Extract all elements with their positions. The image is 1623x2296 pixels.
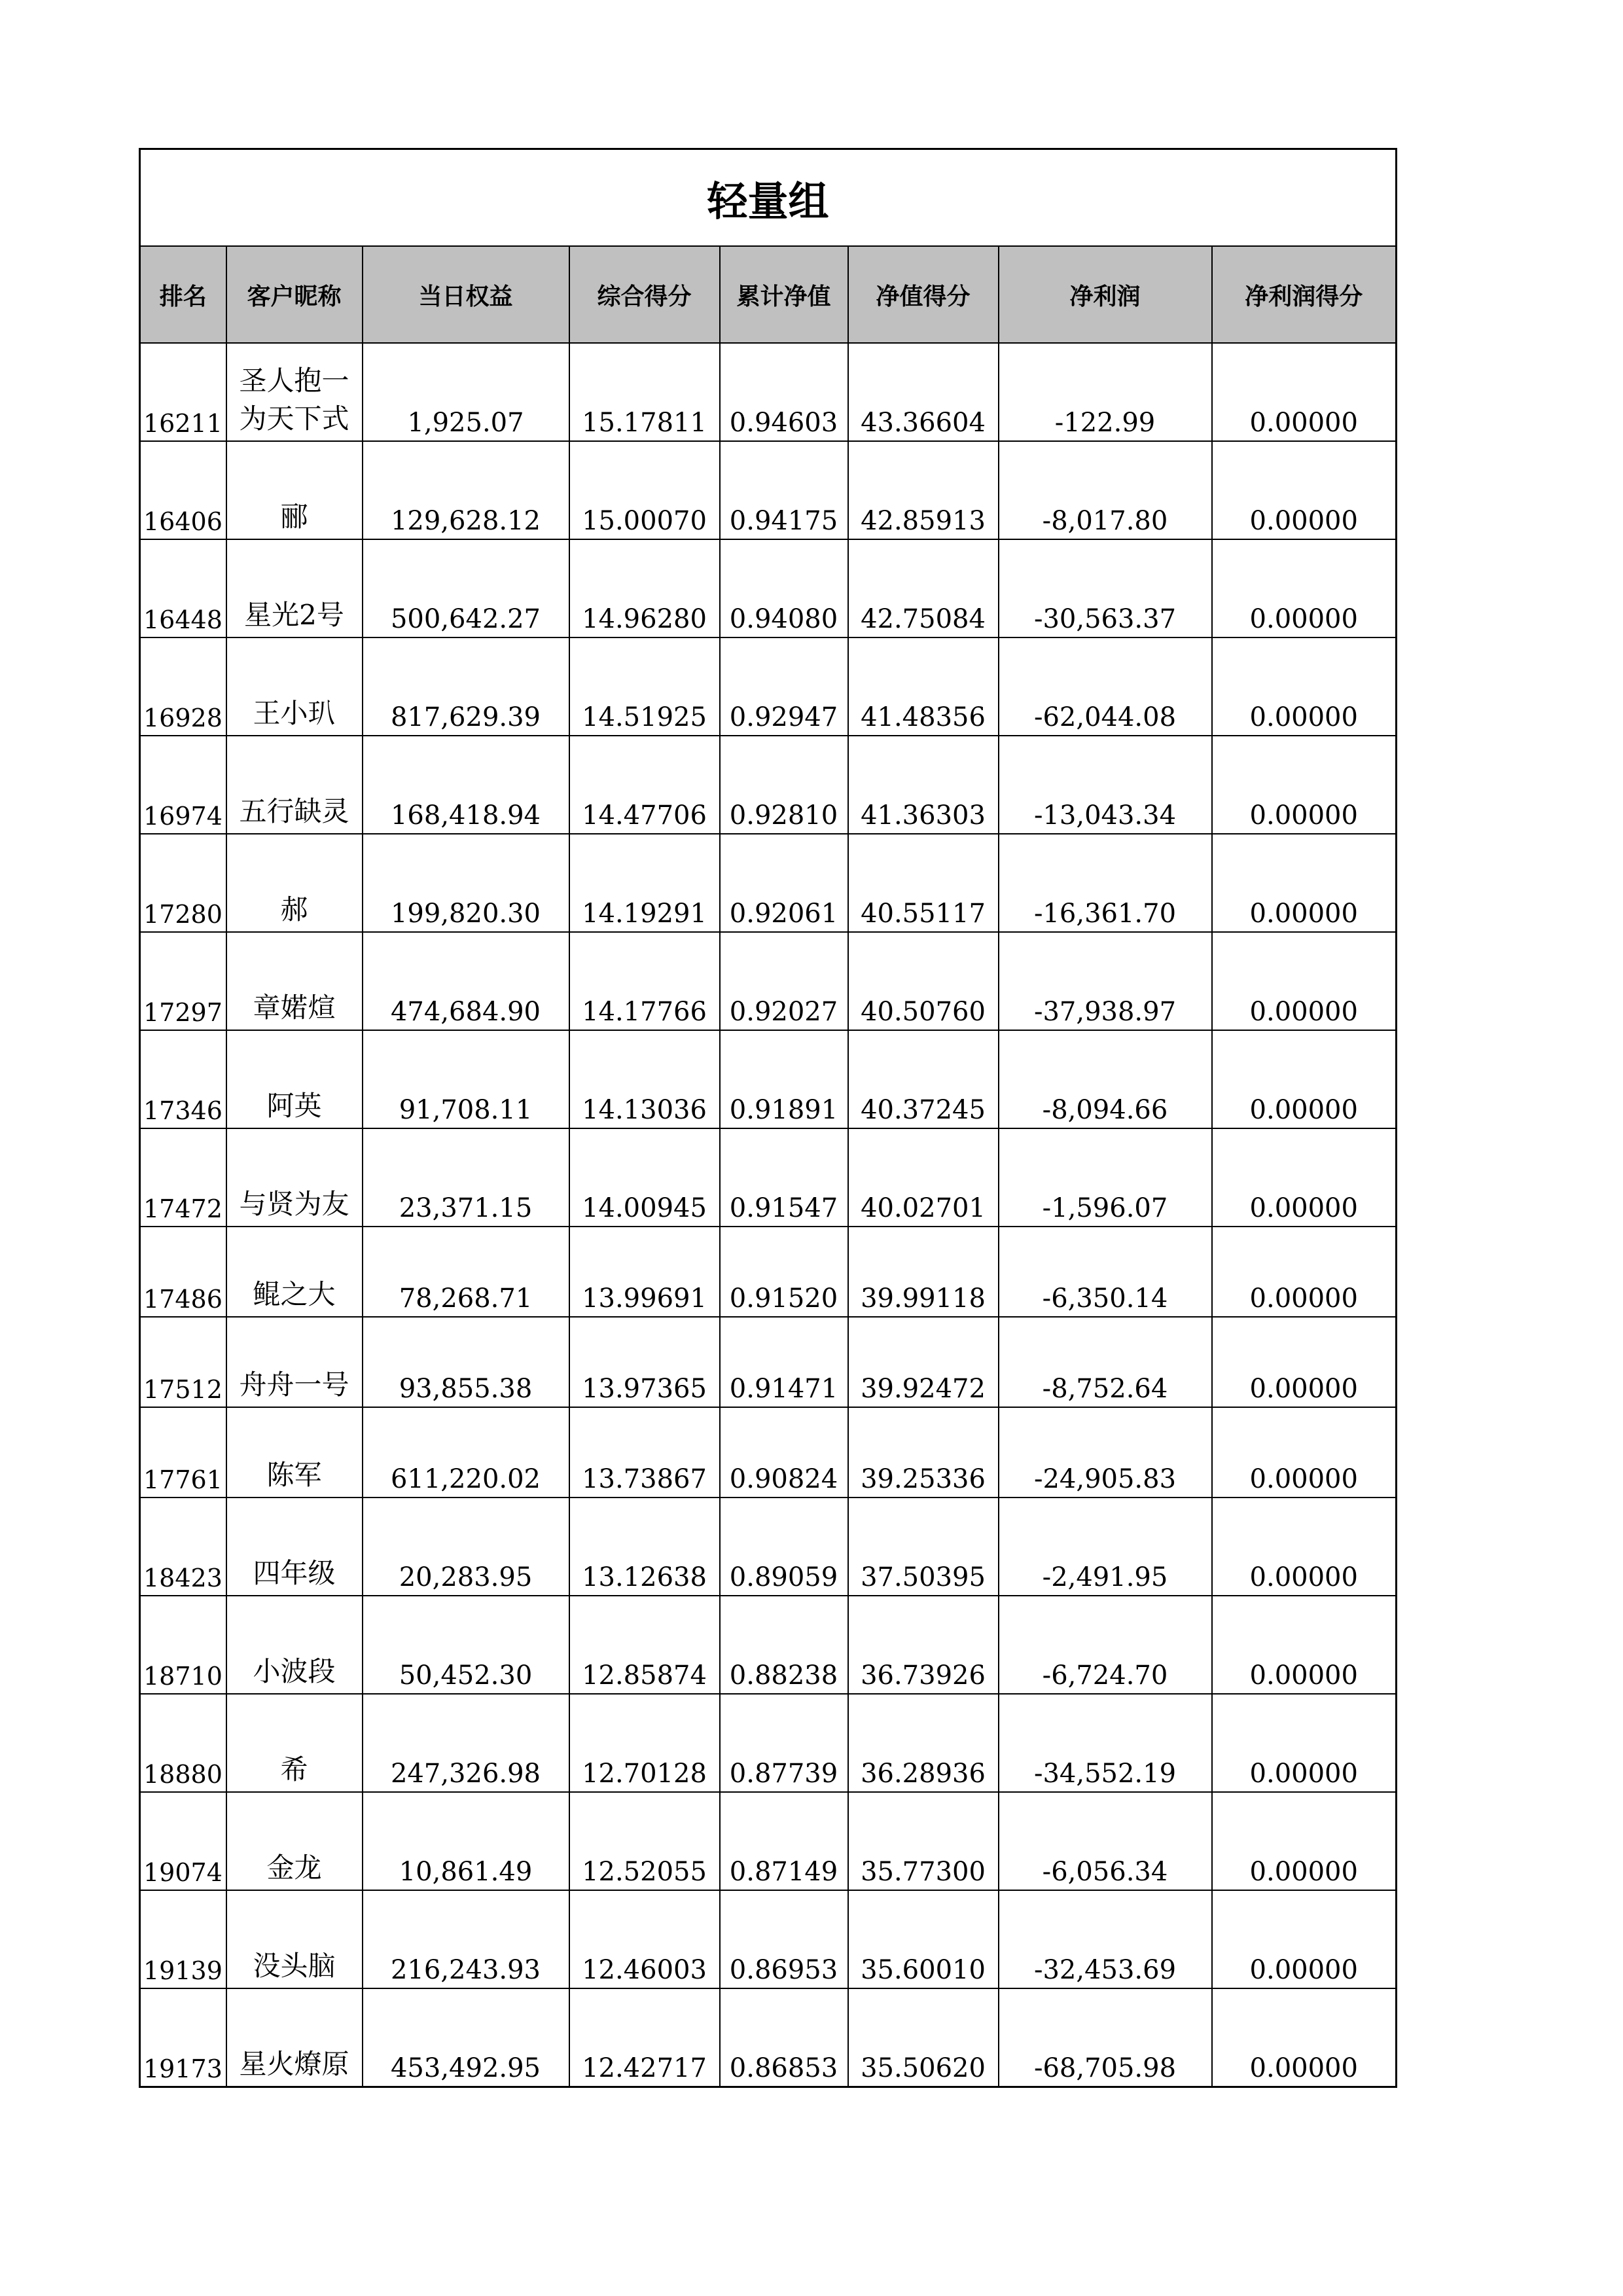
cell-profit-score: 0.00000 [1212,1694,1397,1792]
cell-rank: 19074 [140,1792,226,1890]
cell-nav: 0.94603 [720,343,848,441]
cell-nav-score: 41.48356 [848,637,999,736]
cell-nav-score: 42.85913 [848,441,999,539]
table-row [140,1317,1397,1407]
cell-nickname: 星火燎原 [226,1988,363,2087]
cell-score: 14.17766 [569,932,720,1030]
cell-profit: -6,056.34 [999,1792,1212,1890]
cell-profit-score: 0.00000 [1212,441,1397,539]
cell-rank: 17280 [140,834,226,932]
cell-score: 12.42717 [569,1988,720,2087]
cell-nav: 0.92061 [720,834,848,932]
cell-score: 12.85874 [569,1596,720,1694]
cell-nav-score: 39.99118 [848,1227,999,1317]
cell-nav: 0.89059 [720,1498,848,1596]
cell-profit-score: 0.00000 [1212,343,1397,441]
cell-equity: 50,452.30 [363,1596,569,1694]
cell-profit: -1,596.07 [999,1128,1212,1227]
cell-nickname: 郦 [226,441,363,539]
cell-rank: 17512 [140,1317,226,1407]
cell-score: 14.96280 [569,539,720,637]
table-row [140,637,1397,736]
table-row [140,1128,1397,1227]
table-row [140,441,1397,539]
cell-nickname: 郝 [226,834,363,932]
cell-score: 15.17811 [569,343,720,441]
cell-rank: 16211 [140,343,226,441]
cell-rank: 18710 [140,1596,226,1694]
cell-profit: -62,044.08 [999,637,1212,736]
cell-nav: 0.87149 [720,1792,848,1890]
table-row [140,539,1397,637]
cell-nickname: 陈军 [226,1407,363,1498]
cell-score: 13.99691 [569,1227,720,1317]
header-equity: 当日权益 [363,246,569,343]
cell-rank: 16928 [140,637,226,736]
table-row [140,1890,1397,1988]
cell-score: 13.97365 [569,1317,720,1407]
cell-profit-score: 0.00000 [1212,932,1397,1030]
cell-profit: -2,491.95 [999,1498,1212,1596]
cell-nav: 0.91547 [720,1128,848,1227]
header-score: 综合得分 [569,246,720,343]
cell-profit: -68,705.98 [999,1988,1212,2087]
cell-score: 12.46003 [569,1890,720,1988]
table-title: 轻量组 [140,149,1397,247]
cell-profit-score: 0.00000 [1212,834,1397,932]
cell-nav: 0.92810 [720,736,848,834]
cell-nav: 0.92947 [720,637,848,736]
cell-rank: 17346 [140,1030,226,1128]
table-row [140,1498,1397,1596]
table-row [140,1988,1397,2087]
cell-profit-score: 0.00000 [1212,1317,1397,1407]
cell-nickname: 小波段 [226,1596,363,1694]
cell-nav: 0.87739 [720,1694,848,1792]
header-nav: 累计净值 [720,246,848,343]
cell-nickname: 没头脑 [226,1890,363,1988]
cell-profit-score: 0.00000 [1212,539,1397,637]
cell-equity: 1,925.07 [363,343,569,441]
cell-score: 14.47706 [569,736,720,834]
header-row [140,246,1397,343]
cell-nickname: 金龙 [226,1792,363,1890]
cell-profit-score: 0.00000 [1212,736,1397,834]
cell-nav-score: 39.25336 [848,1407,999,1498]
cell-nickname: 五行缺灵 [226,736,363,834]
cell-equity: 611,220.02 [363,1407,569,1498]
cell-equity: 500,642.27 [363,539,569,637]
cell-rank: 17472 [140,1128,226,1227]
cell-profit: -34,552.19 [999,1694,1212,1792]
cell-nav: 0.86953 [720,1890,848,1988]
cell-equity: 453,492.95 [363,1988,569,2087]
cell-rank: 18880 [140,1694,226,1792]
cell-nav: 0.91891 [720,1030,848,1128]
header-nickname: 客户昵称 [226,246,363,343]
cell-profit: -16,361.70 [999,834,1212,932]
cell-nickname: 王小玐 [226,637,363,736]
cell-nav-score: 37.50395 [848,1498,999,1596]
cell-profit-score: 0.00000 [1212,1890,1397,1988]
table-row [140,834,1397,932]
cell-rank: 19139 [140,1890,226,1988]
cell-equity: 168,418.94 [363,736,569,834]
cell-profit: -8,752.64 [999,1317,1212,1407]
cell-nav-score: 35.77300 [848,1792,999,1890]
cell-nav: 0.86853 [720,1988,848,2087]
header-nav-score: 净值得分 [848,246,999,343]
cell-nav-score: 42.75084 [848,539,999,637]
cell-profit-score: 0.00000 [1212,1128,1397,1227]
cell-score: 14.19291 [569,834,720,932]
cell-nav-score: 40.50760 [848,932,999,1030]
cell-equity: 23,371.15 [363,1128,569,1227]
table-row [140,1407,1397,1498]
cell-score: 12.70128 [569,1694,720,1792]
table-row [140,1030,1397,1128]
cell-nickname: 圣人抱一为天下式 [226,343,363,441]
cell-rank: 19173 [140,1988,226,2087]
cell-equity: 247,326.98 [363,1694,569,1792]
cell-nav-score: 39.92472 [848,1317,999,1407]
cell-nickname: 舟舟一号 [226,1317,363,1407]
header-profit-score: 净利润得分 [1212,246,1397,343]
cell-equity: 91,708.11 [363,1030,569,1128]
cell-nav-score: 40.02701 [848,1128,999,1227]
cell-nav: 0.90824 [720,1407,848,1498]
cell-profit-score: 0.00000 [1212,1792,1397,1890]
cell-score: 14.13036 [569,1030,720,1128]
cell-rank: 18423 [140,1498,226,1596]
cell-equity: 216,243.93 [363,1890,569,1988]
cell-equity: 817,629.39 [363,637,569,736]
cell-profit-score: 0.00000 [1212,1227,1397,1317]
cell-score: 14.51925 [569,637,720,736]
cell-nickname: 阿英 [226,1030,363,1128]
table-row [140,932,1397,1030]
cell-score: 14.00945 [569,1128,720,1227]
cell-profit-score: 0.00000 [1212,1407,1397,1498]
cell-nickname: 章婼煊 [226,932,363,1030]
table-row [140,1227,1397,1317]
table-row [140,1596,1397,1694]
cell-equity: 199,820.30 [363,834,569,932]
cell-profit-score: 0.00000 [1212,1498,1397,1596]
cell-nav-score: 43.36604 [848,343,999,441]
cell-profit-score: 0.00000 [1212,1988,1397,2087]
cell-profit: -30,563.37 [999,539,1212,637]
cell-profit: -8,094.66 [999,1030,1212,1128]
cell-rank: 17297 [140,932,226,1030]
ranking-table [139,148,1397,2088]
cell-nickname: 星光2号 [226,539,363,637]
cell-equity: 78,268.71 [363,1227,569,1317]
cell-nickname: 与贤为友 [226,1128,363,1227]
cell-nav-score: 36.73926 [848,1596,999,1694]
cell-profit-score: 0.00000 [1212,1596,1397,1694]
cell-nav: 0.88238 [720,1596,848,1694]
cell-score: 13.73867 [569,1407,720,1498]
cell-profit: -6,350.14 [999,1227,1212,1317]
cell-score: 12.52055 [569,1792,720,1890]
cell-nav-score: 36.28936 [848,1694,999,1792]
cell-profit: -6,724.70 [999,1596,1212,1694]
cell-nav: 0.92027 [720,932,848,1030]
cell-rank: 16406 [140,441,226,539]
cell-profit: -24,905.83 [999,1407,1212,1498]
cell-nickname: 鲲之大 [226,1227,363,1317]
cell-rank: 16448 [140,539,226,637]
cell-profit-score: 0.00000 [1212,1030,1397,1128]
cell-profit: -32,453.69 [999,1890,1212,1988]
cell-rank: 17761 [140,1407,226,1498]
cell-score: 13.12638 [569,1498,720,1596]
cell-profit: -8,017.80 [999,441,1212,539]
header-rank: 排名 [140,246,226,343]
cell-rank: 16974 [140,736,226,834]
cell-equity: 129,628.12 [363,441,569,539]
cell-profit-score: 0.00000 [1212,637,1397,736]
cell-nav-score: 40.55117 [848,834,999,932]
cell-score: 15.00070 [569,441,720,539]
cell-nav-score: 41.36303 [848,736,999,834]
cell-rank: 17486 [140,1227,226,1317]
cell-equity: 474,684.90 [363,932,569,1030]
cell-nav-score: 35.50620 [848,1988,999,2087]
table-row [140,343,1397,441]
table-row [140,1792,1397,1890]
cell-nav: 0.91520 [720,1227,848,1317]
cell-nav: 0.94175 [720,441,848,539]
cell-equity: 20,283.95 [363,1498,569,1596]
cell-nav: 0.91471 [720,1317,848,1407]
header-profit: 净利润 [999,246,1212,343]
cell-profit: -122.99 [999,343,1212,441]
table-row [140,736,1397,834]
cell-equity: 93,855.38 [363,1317,569,1407]
table-row [140,1694,1397,1792]
cell-nickname: 希 [226,1694,363,1792]
cell-nickname: 四年级 [226,1498,363,1596]
cell-profit: -37,938.97 [999,932,1212,1030]
cell-profit: -13,043.34 [999,736,1212,834]
cell-equity: 10,861.49 [363,1792,569,1890]
cell-nav-score: 40.37245 [848,1030,999,1128]
cell-nav-score: 35.60010 [848,1890,999,1988]
cell-nav: 0.94080 [720,539,848,637]
